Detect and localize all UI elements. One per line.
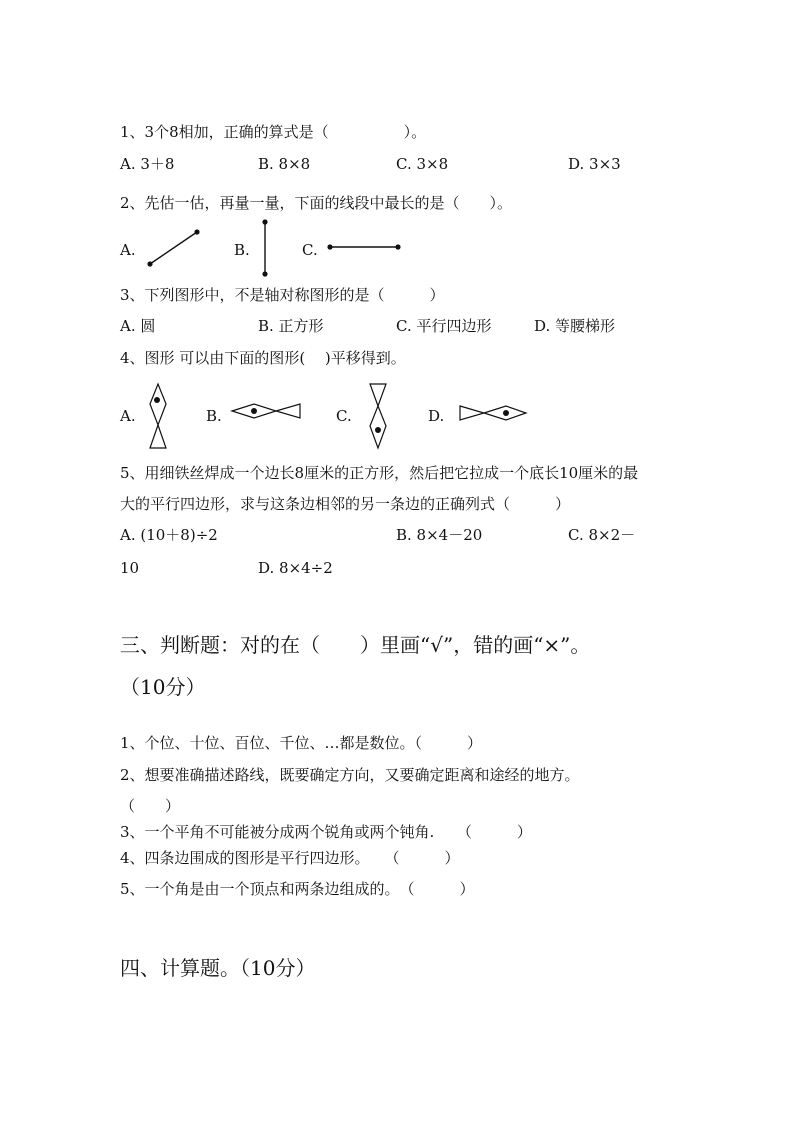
q4-fish-b-figure: [228, 400, 304, 424]
section3-title: 三、判断题：对的在（ ）里画“√”，错的画“×”。: [120, 633, 591, 657]
judge-item-2-brackets[interactable]: （ ）: [120, 797, 181, 815]
judge-item-2: 2、想要准确描述路线，既要确定方向，又要确定距离和途经的地方。: [120, 766, 580, 784]
q1-option-b[interactable]: B. 8×8: [258, 155, 311, 173]
q4-fish-c-figure: [366, 380, 390, 452]
q2-segment-a-figure: [140, 224, 210, 274]
q4-option-d[interactable]: D.: [428, 407, 445, 425]
q4-option-b[interactable]: B.: [206, 407, 222, 425]
q3-option-a[interactable]: A. 圆: [120, 317, 156, 335]
judge-item-3: 3、一个平角不可能被分成两个锐角或两个钝角. （ ）: [120, 823, 532, 841]
judge-item-4: 4、四条边围成的图形是平行四边形。 （ ）: [120, 849, 460, 867]
q3-stem: 3、下列图形中，不是轴对称图形的是（ ）: [120, 286, 445, 304]
q3-option-b[interactable]: B. 正方形: [258, 317, 324, 335]
q5-stem-line1: 5、用细铁丝焊成一个边长8厘米的正方形，然后把它拉成一个底长10厘米的最: [120, 464, 639, 482]
q4-option-a[interactable]: A.: [120, 407, 136, 425]
q4-option-c[interactable]: C.: [336, 407, 352, 425]
q1-option-a[interactable]: A. 3＋8: [120, 155, 175, 173]
q5-option-c[interactable]: C. 8×2－: [568, 526, 636, 544]
q4-fish-a-figure: [146, 380, 170, 452]
judge-item-5: 5、一个角是由一个顶点和两条边组成的。 （ ）: [120, 880, 475, 898]
q5-option-a[interactable]: A. (10＋8)÷2: [120, 526, 218, 544]
q4-stem: 4、图形 可以由下面的图形( )平移得到。: [120, 349, 406, 367]
q1-option-c[interactable]: C. 3×8: [396, 155, 449, 173]
q1-stem: 1、3个8相加，正确的算式是（ ）。: [120, 123, 427, 141]
section3-score: （10分）: [120, 675, 206, 699]
q5-option-c-continued: 10: [120, 559, 140, 577]
q5-option-d[interactable]: D. 8×4÷2: [258, 559, 333, 577]
q2-segment-b-figure: [255, 218, 275, 280]
q3-option-d[interactable]: D. 等腰梯形: [534, 317, 616, 335]
judge-item-1: 1、个位、十位、百位、千位、…都是数位。（ ）: [120, 734, 483, 752]
q2-stem: 2、先估一估，再量一量，下面的线段中最长的是（ ）。: [120, 194, 513, 212]
q2-option-c[interactable]: C.: [302, 241, 318, 259]
q5-option-b[interactable]: B. 8×4－20: [396, 526, 483, 544]
q2-segment-c-figure: [322, 238, 408, 258]
q3-option-c[interactable]: C. 平行四边形: [396, 317, 492, 335]
section4-title: 四、计算题。（10分）: [120, 956, 316, 980]
q5-stem-line2: 大的平行四边形，求与这条边相邻的另一条边的正确列式（ ）: [120, 495, 571, 513]
q2-option-a[interactable]: A.: [120, 241, 136, 259]
q4-fish-d-figure: [456, 402, 532, 426]
q1-option-d[interactable]: D. 3×3: [568, 155, 621, 173]
q2-option-b[interactable]: B.: [234, 241, 250, 259]
